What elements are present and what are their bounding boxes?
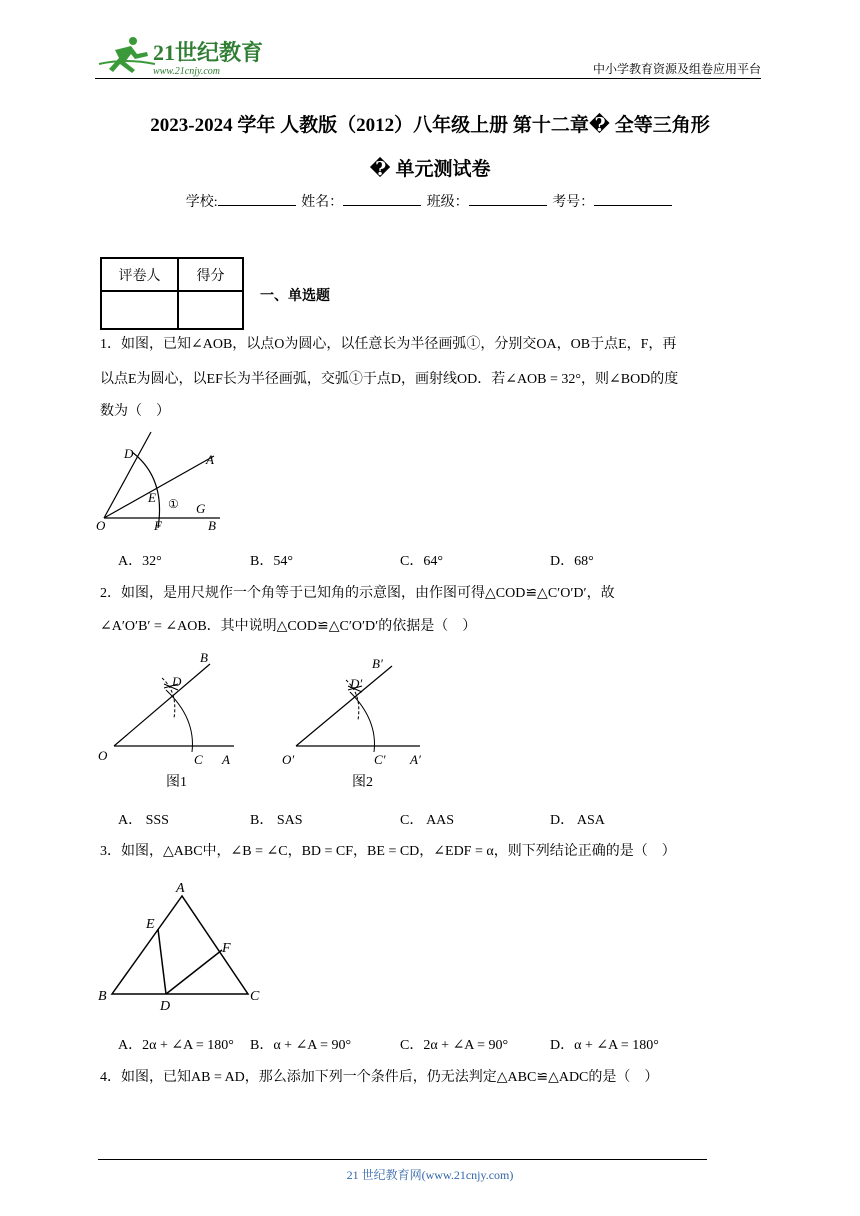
number-field[interactable] [594,192,672,206]
q1-label-b: B [208,518,216,533]
footer-text[interactable]: 21 世纪教育网(www.21cnjy.com) [346,1168,514,1182]
q1-label-arc: ① [168,497,179,511]
logo [95,32,265,78]
student-info [0,191,860,211]
q1-line2: 以点E为圆心，以EF长为半径画弧，交弧①于点D，画射线OD．若∠AOB = 32°，则∠BOD的度 [100,372,679,387]
q3-option-c[interactable]: C．2α + ∠A = 90° [400,1038,509,1053]
q2-option-a[interactable]: A． SSS [118,813,169,828]
q2-line1: 2．如图，是用尺规作一个角等于已知角的示意图，由作图可得△COD≌△C′O′D′，故 [100,586,615,601]
q2-f2-label-d: D′ [350,676,363,691]
q2-f1-caption: 图1 [166,775,187,790]
q2-f1-label-a: A [222,752,230,767]
q2-option-c[interactable]: C． AAS [400,813,455,828]
q2-f2-label-b: B′ [372,656,383,671]
q2-option-b[interactable]: B． SAS [250,813,303,828]
q1-option-b[interactable]: B．54° [250,554,293,569]
q2-f2-label-c: C′ [374,752,386,767]
q3-label-c: C [250,989,260,1004]
q1-label-d: D [124,446,134,461]
q1-figure [96,428,236,534]
q2-f1-label-d: D [172,674,182,689]
q3-label-f: F [222,941,231,956]
q2-f1-label-c: C [194,752,203,767]
q2-figure2 [280,648,440,794]
score-table [100,257,244,330]
q2-f2-label-o: O′ [282,752,295,767]
grader-header: 评卷人 [101,258,178,291]
q1-option-d[interactable]: D．68° [550,554,594,569]
q1-option-a[interactable]: A．32° [118,554,162,569]
q2-f2-label-a: A′ [410,752,421,767]
header-divider [95,78,761,79]
q3-figure [96,874,276,1014]
q2-option-d[interactable]: D． ASA [550,813,605,828]
q1-label-o: O [96,518,106,533]
q3-line1: 3．如图，△ABC中，∠B = ∠C，BD = CF，BE = CD，∠EDF = α，则下列结论正确的是（ ） [100,844,676,859]
q3-label-e: E [146,917,155,932]
runner-icon [109,37,148,73]
footer-divider [98,1159,707,1160]
q1-line1: 1．如图，已知∠AOB，以点O为圆心，以任意长为半径画弧①，分别交OA，OB于点E，F，再 [100,337,677,352]
q1-label-g: G [196,501,206,516]
school-label: 学校: [185,195,218,210]
q3-option-b[interactable]: B．α + ∠A = 90° [250,1038,352,1053]
q3-option-d[interactable]: D．α + ∠A = 180° [550,1038,659,1053]
q4-line1: 4．如图，已知AB = AD，那么添加下列一个条件后，仍无法判定△ABC≌△ADC的是（ ） [100,1070,659,1085]
q1-option-c[interactable]: C．64° [400,554,443,569]
score-cell[interactable] [178,291,243,329]
q1-line3: 数为（ ） [100,404,170,419]
q1-label-f: F [154,518,162,533]
logo-url: www.21cnjy.com [153,66,221,77]
q2-f1-label-b: B [200,650,208,665]
class-field[interactable] [469,192,547,206]
q1-label-e: E [148,490,156,505]
class-label: 班级： [426,195,469,210]
q2-f2-caption: 图2 [352,775,373,790]
page-title-line1: 2023-2024 学年 人教版（2012）八年级上册 第十二章� 全等三角形 [150,115,710,136]
q3-option-a[interactable]: A．2α + ∠A = 180° [118,1038,234,1053]
q3-label-b: B [98,989,107,1004]
number-label: 考号： [552,195,595,210]
name-field[interactable] [343,192,421,206]
name-label: 姓名： [301,195,344,210]
grader-cell[interactable] [101,291,178,329]
q2-figure1 [96,648,246,794]
q3-label-a: A [176,881,185,896]
logo-text: 21世纪教育 [153,40,264,65]
page-title-line2: � 单元测试卷 [369,159,491,180]
school-field[interactable] [218,192,296,206]
q3-label-d: D [160,999,171,1014]
platform-name: 中小学教育资源及组卷应用平台 [592,62,761,76]
q1-label-a: A [206,452,214,467]
section-title: 一、单选题 [260,287,330,303]
q2-f1-label-o: O [98,748,108,763]
q2-line2: ∠A′O′B′ = ∠AOB．其中说明△COD≌△C′O′D′的依据是（ ） [100,619,477,634]
score-header: 得分 [178,258,243,291]
